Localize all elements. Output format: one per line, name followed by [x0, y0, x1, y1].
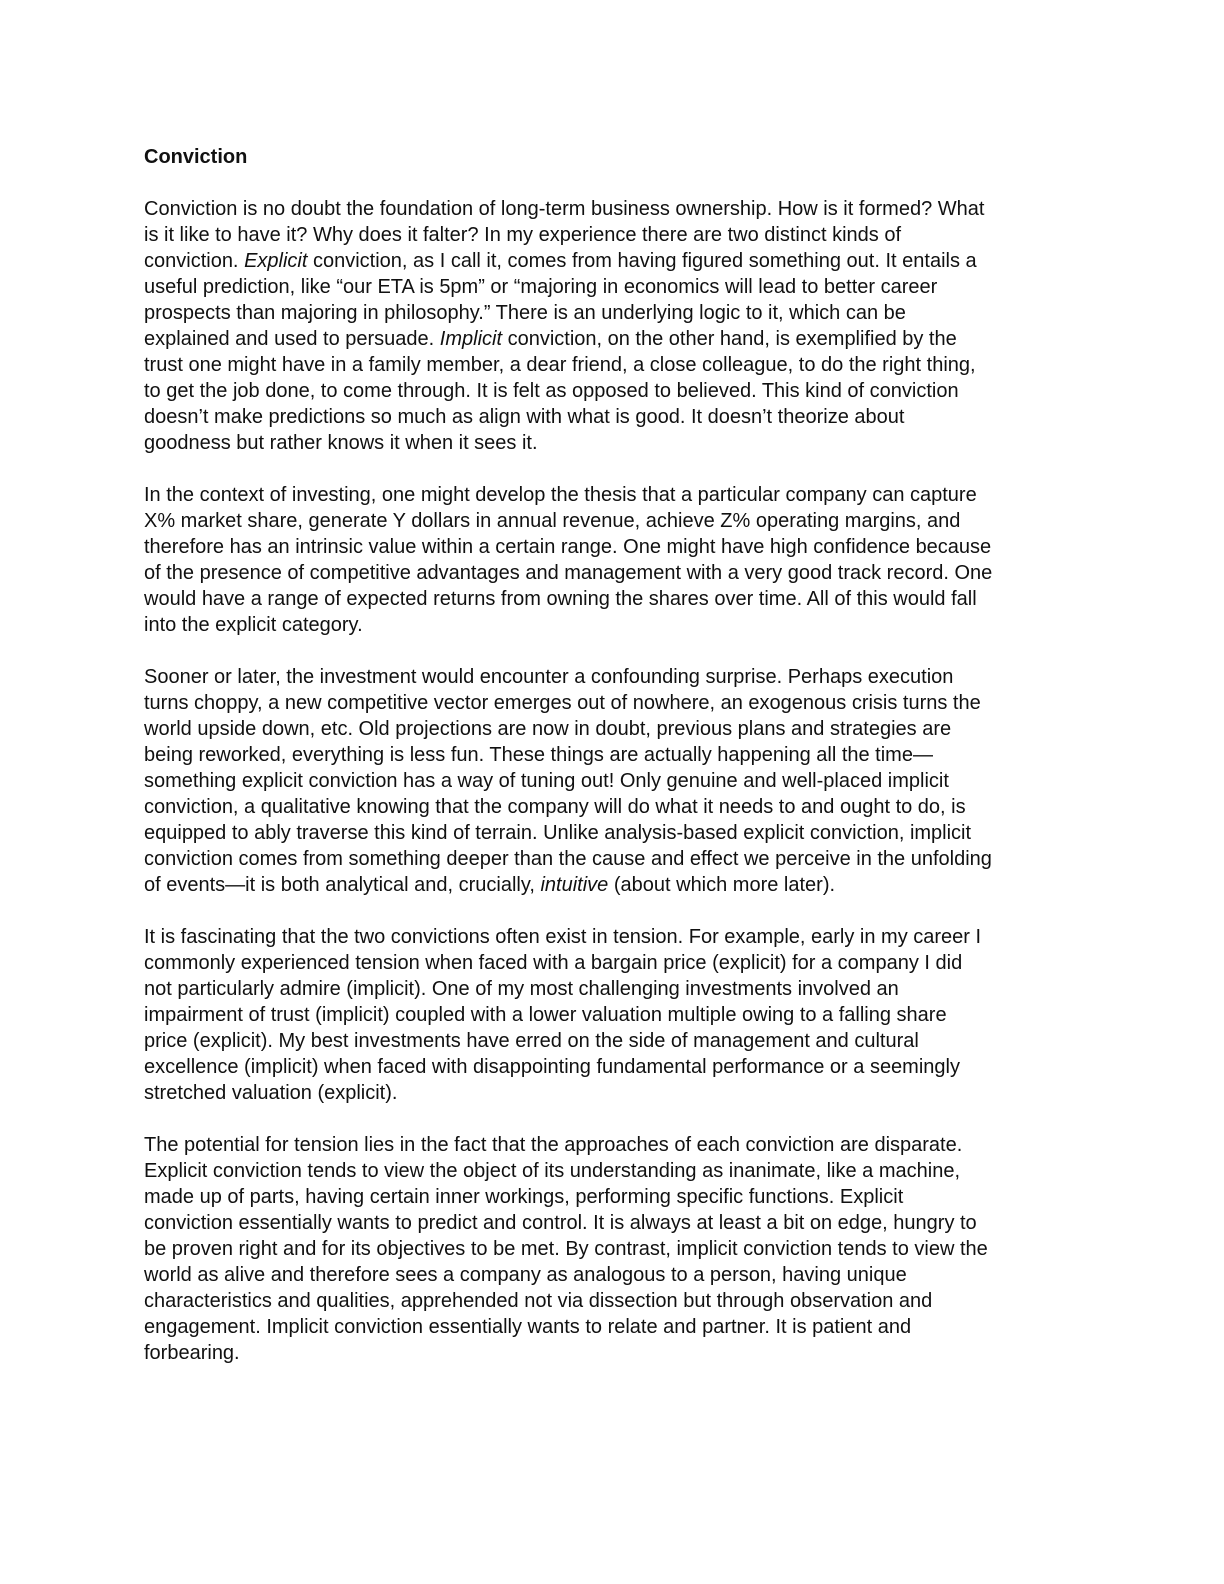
text-line [144, 1236, 1080, 1262]
text-line [144, 378, 1080, 404]
text-line [144, 1184, 1080, 1210]
text-line [144, 248, 1080, 274]
text-line [144, 872, 1080, 898]
text-line [144, 430, 1080, 456]
text-line [144, 794, 1080, 820]
text-line [144, 1158, 1080, 1184]
document-page [144, 144, 1080, 1366]
text-segment: price (explicit). My best investments have erred on the side of management and cultural [144, 1030, 919, 1052]
text-segment: into the explicit category. [144, 614, 363, 636]
text-segment: is it like to have it? Why does it falter? In my experience there are two distinct kinds of [144, 224, 902, 246]
text-line [144, 664, 1080, 690]
text-line [144, 404, 1080, 430]
text-segment: made up of parts, having certain inner workings, performing specific functions. Explicit [144, 1186, 904, 1208]
text-segment: forbearing. [144, 1342, 240, 1364]
text-segment: goodness but rather knows it when it sees it. [144, 432, 538, 454]
text-line [144, 1210, 1080, 1236]
text-line [144, 1080, 1080, 1106]
text-line [144, 482, 1080, 508]
text-segment: not particularly admire (implicit). One of my most challenging investments involved an [144, 978, 899, 1000]
italic-text: Implicit [439, 328, 503, 350]
italic-text: intuitive [540, 874, 609, 896]
text-line [144, 612, 1080, 638]
text-line [144, 846, 1080, 872]
text-segment: engagement. Implicit conviction essentially wants to relate and partner. It is patient and [144, 1316, 912, 1338]
text-segment: conviction comes from something deeper than the cause and effect we perceive in the unfolding [144, 848, 992, 870]
text-segment: doesn’t make predictions so much as align with what is good. It doesn’t theorize about [144, 406, 905, 428]
text-segment: X% market share, generate Y dollars in annual revenue, achieve Z% operating margins, and [144, 510, 961, 532]
text-segment: something explicit conviction has a way of tuning out! Only genuine and well-placed implicit [144, 770, 949, 792]
text-line [144, 560, 1080, 586]
text-segment: trust one might have in a family member, a dear friend, a close colleague, to do the right thing, [144, 354, 976, 376]
text-segment: of the presence of competitive advantages and management with a very good track record. One [144, 562, 993, 584]
text-segment: would have a range of expected returns from owning the shares over time. All of this would fall [144, 588, 977, 610]
text-line [144, 1288, 1080, 1314]
text-segment: conviction, as I call it, comes from having figured something out. It entails a [307, 250, 977, 272]
text-line [144, 196, 1080, 222]
text-segment: world as alive and therefore sees a company as analogous to a person, having unique [144, 1264, 907, 1286]
text-line [144, 1314, 1080, 1340]
text-segment: In the context of investing, one might develop the thesis that a particular company can capture [144, 484, 977, 506]
text-segment: The potential for tension lies in the fact that the approaches of each conviction are disparate. [144, 1134, 963, 1156]
text-segment: prospects than majoring in philosophy.” There is an underlying logic to it, which can be [144, 302, 906, 324]
text-line [144, 1002, 1080, 1028]
text-segment: Explicit conviction tends to view the object of its understanding as inanimate, like a machine, [144, 1160, 960, 1182]
text-segment: Conviction is no doubt the foundation of long-term business ownership. How is it formed? What [144, 198, 985, 220]
text-segment: equipped to ably traverse this kind of terrain. Unlike analysis-based explicit conviction, implicit [144, 822, 972, 844]
text-segment: (about which more later). [608, 874, 836, 896]
text-segment: to get the job done, to come through. It is felt as opposed to believed. This kind of conviction [144, 380, 959, 402]
italic-text: Explicit [244, 250, 308, 272]
text-segment: being reworked, everything is less fun. These things are actually happening all the time— [144, 744, 933, 766]
text-segment: excellence (implicit) when faced with disappointing fundamental performance or a seemingly [144, 1056, 960, 1078]
text-segment: world upside down, etc. Old projections are now in doubt, previous plans and strategies are [144, 718, 952, 740]
document-body [144, 196, 1080, 1366]
text-segment: commonly experienced tension when faced with a bargain price (explicit) for a company I did [144, 952, 963, 974]
text-line [144, 352, 1080, 378]
text-line [144, 976, 1080, 1002]
text-segment: useful prediction, like “our ETA is 5pm” or “majoring in economics will lead to better career [144, 276, 938, 298]
text-segment: stretched valuation (explicit). [144, 1082, 398, 1104]
text-segment: therefore has an intrinsic value within a certain range. One might have high confidence because [144, 536, 992, 558]
text-segment: conviction essentially wants to predict and control. It is always at least a bit on edge, hungry to [144, 1212, 977, 1234]
text-line [144, 1028, 1080, 1054]
text-segment: explained and used to persuade. [144, 328, 440, 350]
text-line [144, 300, 1080, 326]
text-segment: characteristics and qualities, apprehended not via dissection but through observation and [144, 1290, 933, 1312]
text-line [144, 820, 1080, 846]
text-line [144, 1262, 1080, 1288]
text-segment: conviction, a qualitative knowing that the company will do what it needs to and ought to do, is [144, 796, 966, 818]
text-line [144, 742, 1080, 768]
text-line [144, 950, 1080, 976]
text-line [144, 768, 1080, 794]
paragraph [144, 1132, 1080, 1366]
text-line [144, 1132, 1080, 1158]
document-title: Conviction [144, 146, 248, 168]
text-segment: conviction. [144, 250, 245, 272]
text-line [144, 690, 1080, 716]
text-segment: Sooner or later, the investment would encounter a confounding surprise. Perhaps execution [144, 666, 954, 688]
text-segment: of events—it is both analytical and, crucially, [144, 874, 541, 896]
text-line [144, 586, 1080, 612]
text-line [144, 1054, 1080, 1080]
paragraph [144, 196, 1080, 456]
text-line [144, 1340, 1080, 1366]
text-segment: conviction, on the other hand, is exemplified by the [502, 328, 957, 350]
text-line [144, 534, 1080, 560]
text-segment: be proven right and for its objectives to be met. By contrast, implicit conviction tends to view the [144, 1238, 988, 1260]
text-line [144, 274, 1080, 300]
text-segment: It is fascinating that the two convictions often exist in tension. For example, early in my career I [144, 926, 982, 948]
text-segment: impairment of trust (implicit) coupled with a lower valuation multiple owing to a falling share [144, 1004, 947, 1026]
text-line [144, 326, 1080, 352]
paragraph [144, 924, 1080, 1106]
paragraph [144, 664, 1080, 898]
text-segment: turns choppy, a new competitive vector emerges out of nowhere, an exogenous crisis turns the [144, 692, 981, 714]
text-line [144, 508, 1080, 534]
text-line [144, 716, 1080, 742]
paragraph [144, 482, 1080, 638]
text-line [144, 924, 1080, 950]
text-line [144, 222, 1080, 248]
